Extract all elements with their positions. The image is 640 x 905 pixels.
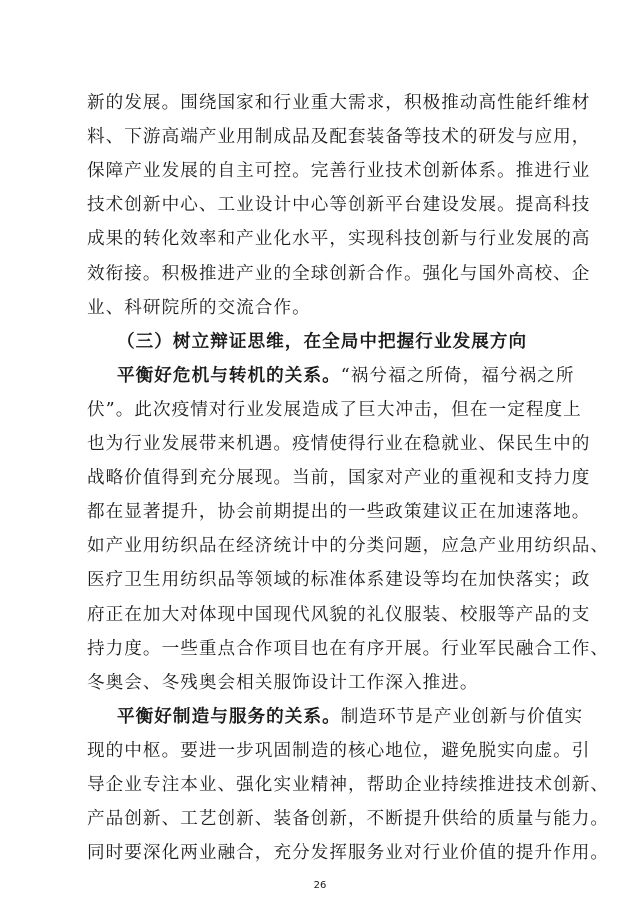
paragraph-2-line: 府正在加大对体现中国现代风貌的礼仪服装、校服等产品的支 <box>87 604 591 625</box>
paragraph-2-line: 医疗卫生用纺织品等领域的标准体系建设等均在加快落实；政 <box>87 570 591 591</box>
paragraph-2-line: 也为行业发展带来机遇。疫情使得行业在稳就业、保民生中的 <box>87 434 591 454</box>
paragraph-1-line: 技术创新中心、工业设计中心等创新平台建设发展。提高科技 <box>87 195 591 216</box>
paragraph-2-line: 都在显著提升，协会前期提出的一些政策建议正在加速落地。 <box>87 502 591 523</box>
paragraph-1-line: 保障产业发展的自主可控。完善行业技术创新体系。推进行业 <box>87 161 591 182</box>
paragraph-2-first-line <box>117 365 575 387</box>
paragraph-1-line: 效衔接。积极推进产业的全球创新合作。强化与国外高校、企 <box>87 263 591 284</box>
paragraph-3-first-line-rest: 制造环节是产业创新与价值实 <box>340 706 584 727</box>
paragraph-3-first-line <box>117 706 583 728</box>
paragraph-2-line: 如产业用纺织品在经济统计中的分类问题，应急产业用纺织品、 <box>87 536 610 557</box>
paragraph-2-first-line-rest: “祸兮福之所倚，福兮祸之所 <box>340 365 575 386</box>
paragraph-3-line: 导企业专注本业、强化实业精神，帮助企业持续推进技术创新、 <box>87 775 610 795</box>
paragraph-2-lead: 平衡好危机与转机的关系。 <box>117 364 341 386</box>
section-heading: （三）树立辩证思维，在全局中把握行业发展方向 <box>117 330 528 352</box>
paragraph-3-line: 现的中枢。要进一步巩固制造的核心地位，避免脱实向虚。引 <box>87 740 591 761</box>
paragraph-1-line: 成果的转化效率和产业化水平，实现科技创新与行业发展的高 <box>87 229 591 250</box>
paragraph-2-line: 伏”。此次疫情对行业发展造成了巨大冲击，但在一定程度上 <box>87 399 582 420</box>
paragraph-2-line: 持力度。一些重点合作项目也在有序开展。行业军民融合工作、 <box>87 638 610 659</box>
paragraph-1-line: 新的发展。围绕国家和行业重大需求，积极推动高性能纤维材 <box>87 93 591 113</box>
paragraph-3-line: 同时要深化两业融合，充分发挥服务业对行业价值的提升作用。 <box>87 843 610 864</box>
paragraph-1-line: 业、科研院所的交流合作。 <box>87 297 311 318</box>
paragraph-3-line: 产品创新、工艺创新、装备创新，不断提升供给的质量与能力。 <box>87 809 610 830</box>
paragraph-2-line: 战略价值得到充分展现。当前，国家对产业的重视和支持力度 <box>87 468 591 489</box>
page-number: 26 <box>313 880 327 891</box>
paragraph-2-line: 冬奥会、冬残奥会相关服饰设计工作深入推进。 <box>87 672 479 693</box>
paragraph-3-lead: 平衡好制造与服务的关系。 <box>117 705 341 727</box>
paragraph-1-line: 料、下游高端产业用制成品及配套装备等技术的研发与应用， <box>87 127 591 148</box>
